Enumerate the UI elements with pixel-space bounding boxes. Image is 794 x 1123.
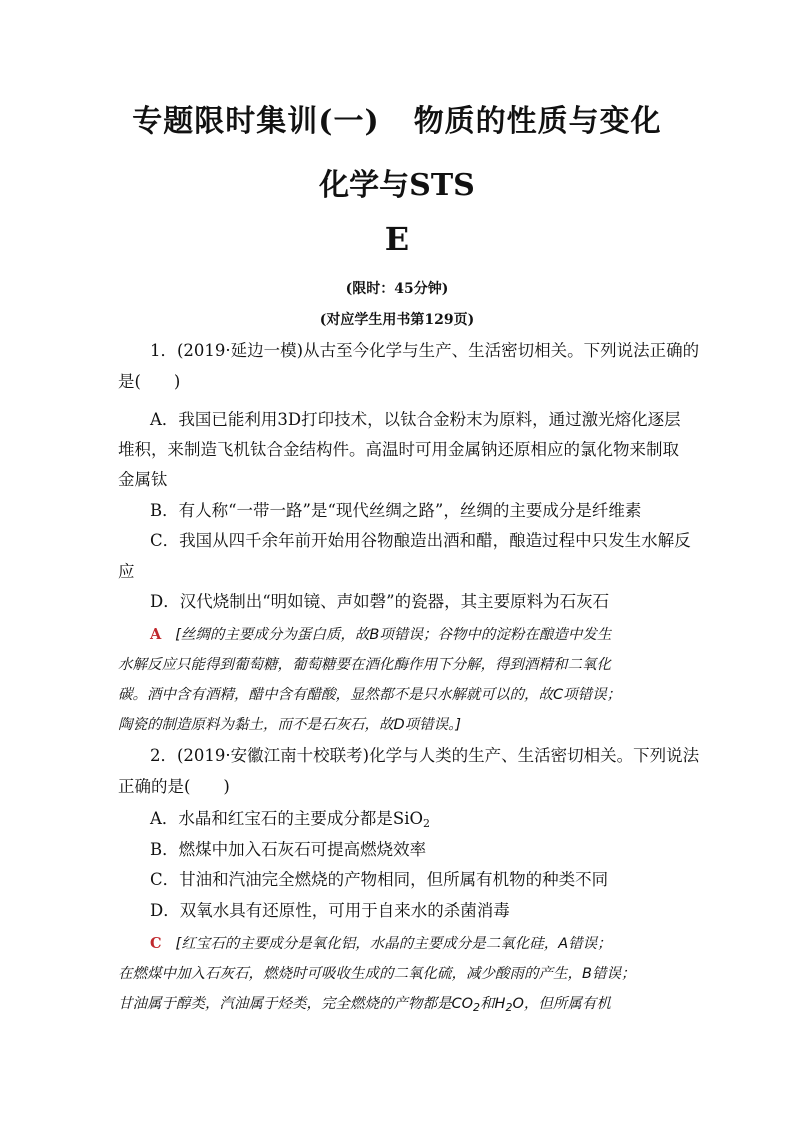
q1-explanation-line3: 碳。酒中含有酒精，醋中含有醋酸，显然都不是只水解就可以的，故C项错误；: [118, 687, 622, 703]
q1-answer: A: [150, 626, 162, 643]
title-part2: 物质的性质与变化: [413, 104, 662, 139]
title-part1: 专题限时集训(一): [132, 104, 380, 139]
q1-option-b: B．有人称“一带一路”是“现代丝绸之路”，丝绸的主要成分是纤维素: [150, 501, 642, 520]
q2-stem-line2: 正确的是( ): [118, 777, 230, 796]
q2-explanation-line3: 甘油属于醇类，汽油属于烃类，完全燃烧的产物都是$CO_2$和$H_2O$，但所属有机: [118, 996, 611, 1014]
page-title: [0, 96, 794, 140]
q1-explanation-line2: 水解反应只能得到葡萄糖，葡萄糖要在酒化酶作用下分解，得到酒精和二氧化: [118, 657, 611, 673]
q2-option-d: D．双氧水具有还原性，可用于自来水的杀菌消毒: [150, 901, 510, 920]
q1-option-a-line2: 堆积，来制造飞机钛合金结构件。高温时可用金属钠还原相应的氯化物来制取: [118, 440, 679, 459]
q1-option-a-line3: 金属钛: [118, 470, 168, 489]
time-limit: (限时：45分钟): [345, 281, 449, 297]
q2-explanation-line2: 在燃煤中加入石灰石，燃烧时可吸收生成的二氧化硫，减少酸雨的产生，B错误；: [118, 966, 636, 982]
q1-stem-line1: 1．(2019·延边一模)从古至今化学与生产、生活密切相关。下列说法正确的: [150, 341, 700, 360]
q1-explanation-line4: 陶瓷的制造原料为黏土，而不是石灰石，故D项错误。]: [118, 717, 462, 733]
q2-option-a: A．水晶和红宝石的主要成分都是SiO$_2$: [150, 809, 431, 830]
book-reference: (对应学生用书第129页): [319, 312, 475, 328]
q2-explanation-text: [红宝石的主要成分是氧化铝，水晶的主要成分是二氧化硅，A错误；: [175, 936, 612, 952]
subtitle: 化学与STS: [319, 168, 475, 203]
q1-option-c-line2: 应: [118, 562, 135, 581]
q2-stem-line1: 2．(2019·安徽江南十校联考)化学与人类的生产、生活密切相关。下列说法: [150, 746, 700, 765]
q1-option-d: D．汉代烧制出“明如镜、声如磬”的瓷器，其主要原料为石灰石: [150, 592, 610, 611]
q1-stem-line2: 是( ): [118, 372, 181, 391]
q2-answer: C: [150, 935, 162, 952]
q1-explanation-line1: [150, 624, 684, 646]
subtitle-letter: E: [384, 220, 410, 258]
q1-option-a-line1: A．我国已能利用3D打印技术，以钛合金粉末为原料，通过激光熔化逐层: [150, 410, 681, 429]
q2-explanation-line1: [150, 933, 684, 955]
q1-option-c-line1: C．我国从四千余年前开始用谷物酿造出酒和醋，酿造过程中只发生水解反: [150, 531, 691, 550]
q2-option-c: C．甘油和汽油完全燃烧的产物相同，但所属有机物的种类不同: [150, 870, 609, 889]
q2-option-b: B．燃煤中加入石灰石可提高燃烧效率: [150, 840, 427, 859]
q1-explanation-text: [丝绸的主要成分为蛋白质，故B项错误；谷物中的淀粉在酿造中发生: [175, 627, 612, 643]
